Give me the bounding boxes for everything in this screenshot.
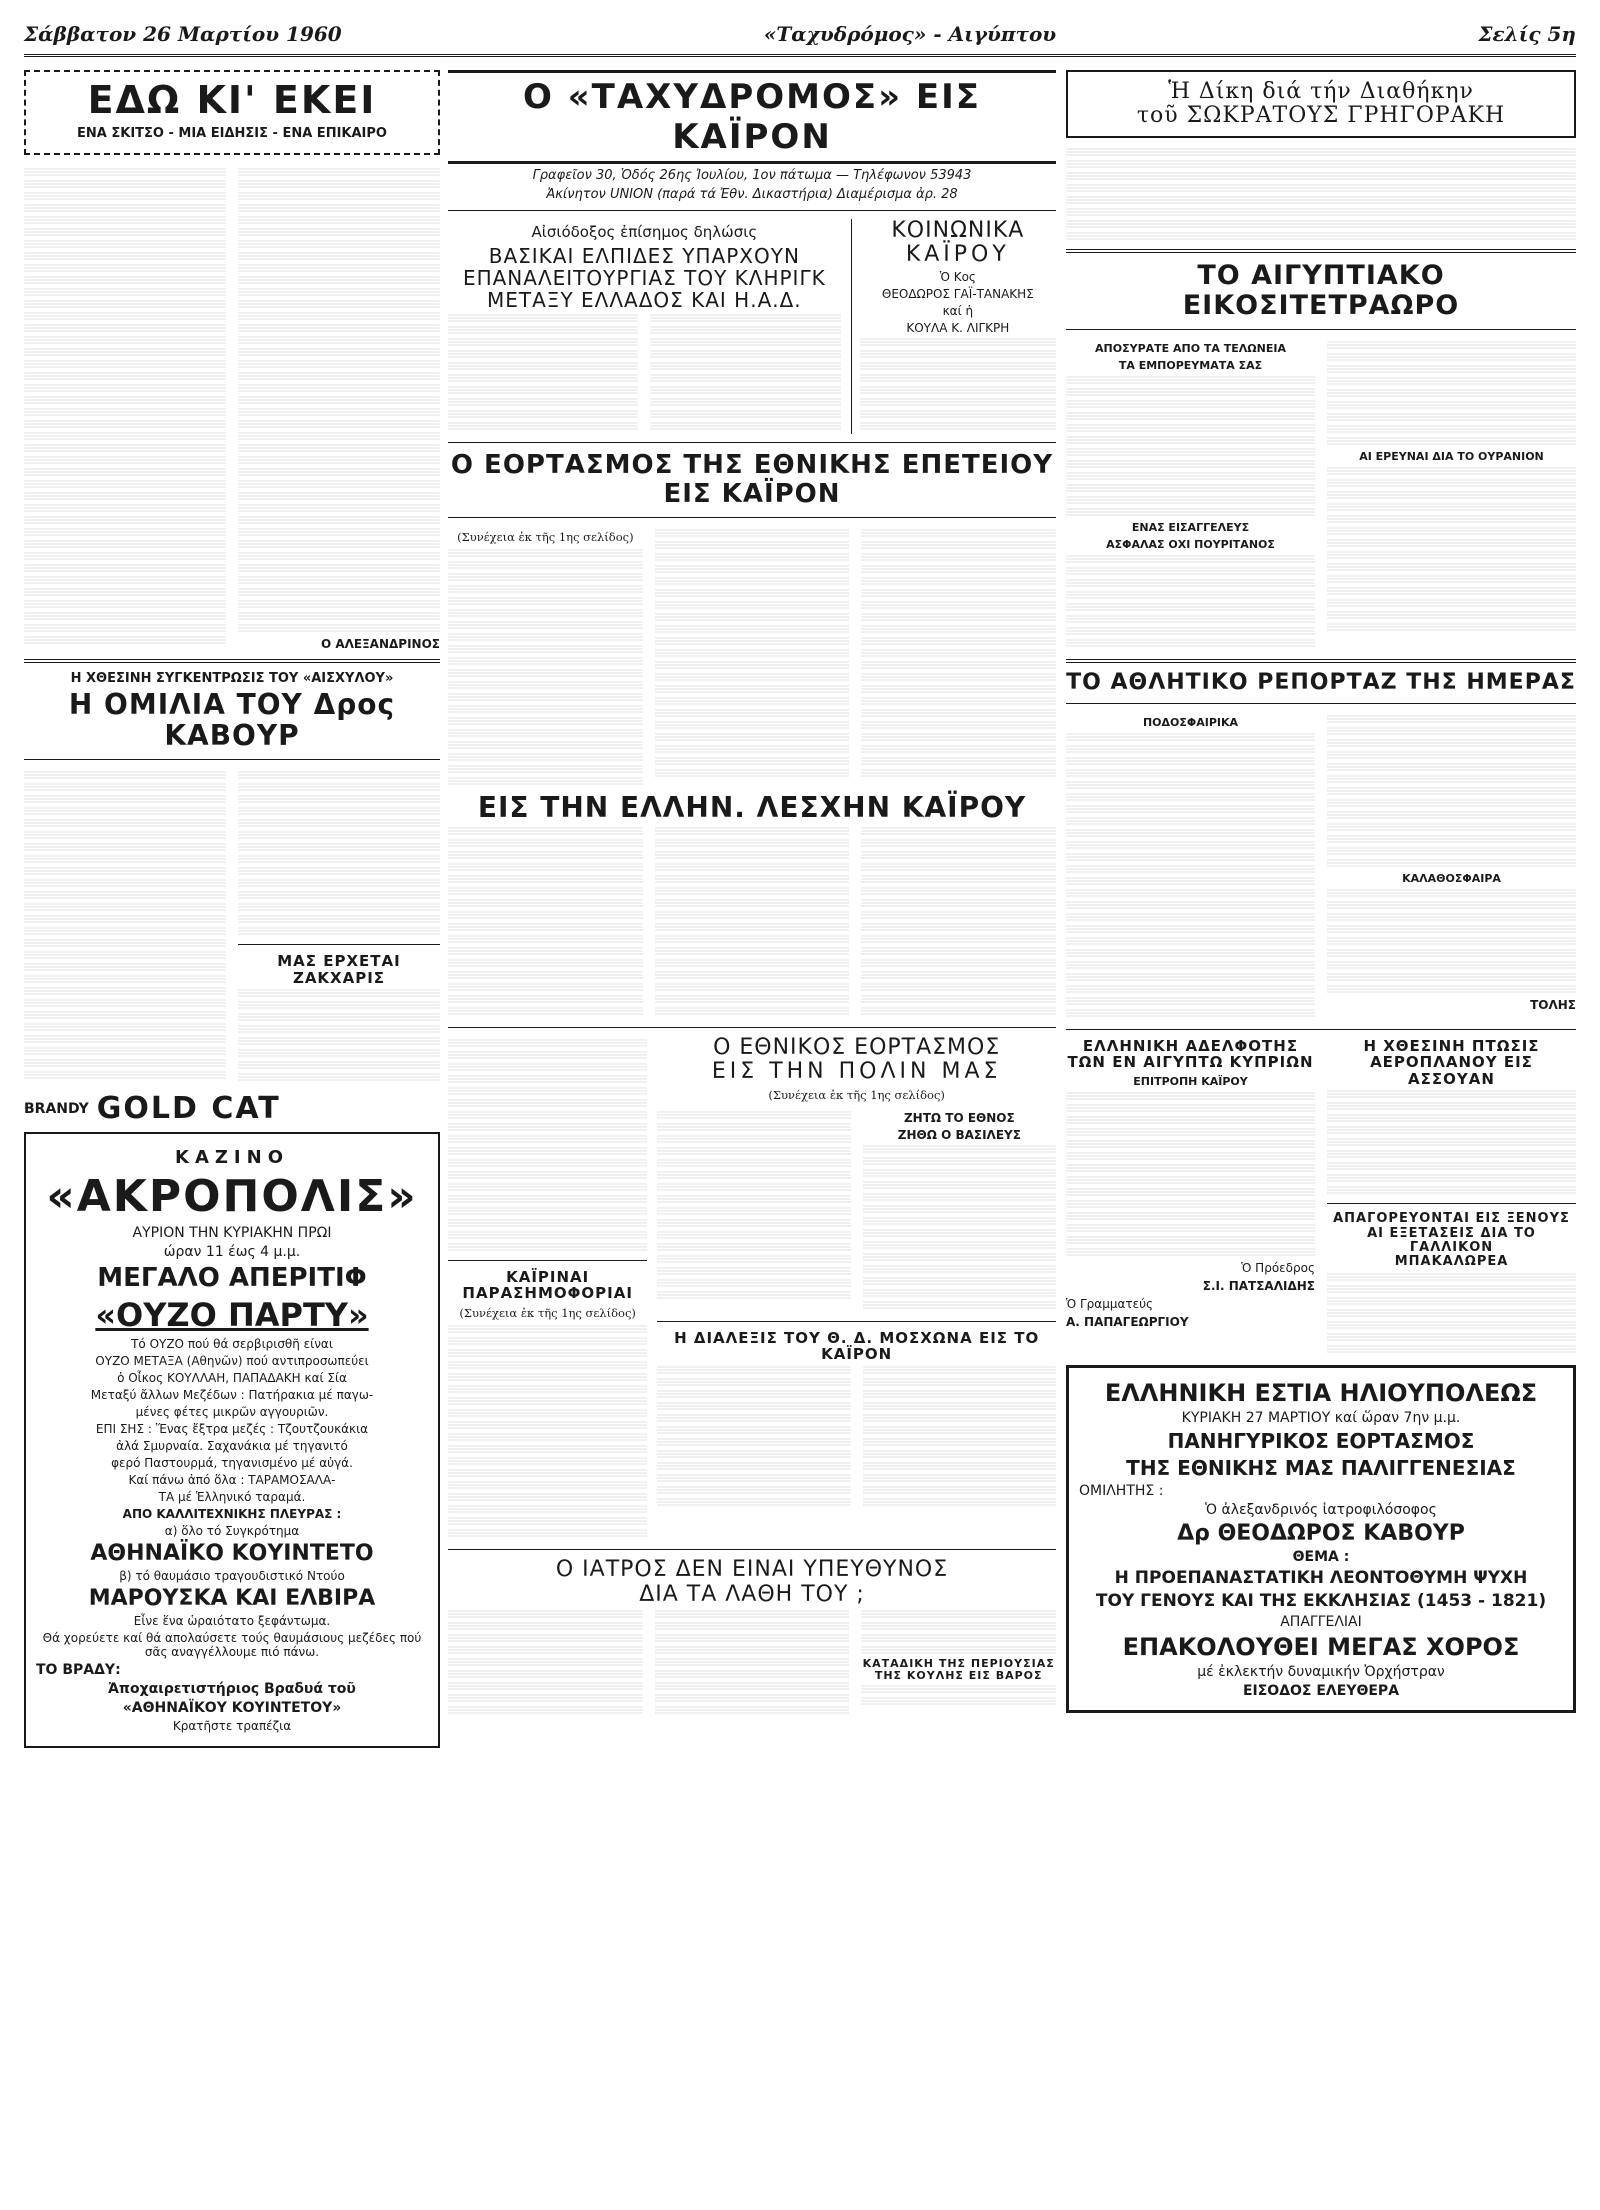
zito-ethnos: ΖΗΤΩ ΤΟ ΕΘΝΟΣ	[903, 1110, 1015, 1125]
diki-section	[1066, 70, 1576, 138]
edo-subtitle: ΕΝΑ ΣΚΙΤΣΟ - ΜΙΑ ΕΙΔΗΣΙΣ - ΕΝΑ ΕΠΙΚΑΙΡΟ	[77, 125, 387, 141]
aigyptiako-body	[1066, 338, 1576, 651]
kypr-sub: ΕΠΙΤΡΟΠΗ ΚΑΪΡΟΥ	[1133, 1074, 1248, 1088]
aig-sub3: ΕΝΑΣ ΕΙΣΑΓΓΕΛΕΥΣ	[1131, 520, 1250, 534]
estia-theme1: Η ΠΡΟΕΠΑΝΑΣΤΑΤΙΚΗ ΛΕΟΝΤΟΘΥΜΗ ΨΥΧΗ	[1114, 1567, 1528, 1588]
ptosi-article	[1327, 1038, 1576, 1357]
masthead-paper: «Ταχυδρόμος» - Αιγύπτου	[763, 22, 1057, 46]
aischylos-title: Η ΟΜΙΛΙΑ ΤΟΥ Δρος ΚΑΒΟΥΡ	[68, 687, 396, 752]
eortasmos-title: Ο ΕΟΡΤΑΣΜΟΣ ΤΗΣ ΕΘΝΙΚΗΣ ΕΠΕΤΕΙΟΥ ΕΙΣ ΚΑΪΡΟΝ	[450, 450, 1054, 509]
diki-title1: Ἡ Δίκη διά τήν Διαθήκην	[1168, 79, 1474, 104]
masthead	[24, 14, 1576, 57]
kypr-sig3: Ὁ Γραμματεύς	[1066, 1296, 1154, 1311]
goldcat-label: GOLD CAT	[96, 1091, 281, 1127]
ad-l12: ΤΑ μέ Ἑλληνικό ταραμά.	[158, 1490, 306, 1505]
brandy-label: BRANDY	[24, 1100, 89, 1117]
office-line2: Ἀκίνητον UNION (παρά τά Ἐθν. Δικαστήρια) Διαμέρισμα ἀρ. 28	[546, 187, 958, 202]
zito-vasileus: ΖΗΘΩ Ο ΒΑΣΙΛΕΥΣ	[897, 1127, 1021, 1142]
lesxi-body	[448, 824, 1056, 1019]
ad-l6: Μεταξύ ἄλλων Μεζέδων : Πατήρακια μέ παγω-	[90, 1388, 374, 1403]
katadiki-title: ΚΑΤΑΔΙΚΗ ΤΗΣ ΠΕΡΙΟΥΣΙΑΣ ΤΗΣ ΚΟΥΛΗΣ ΕΙΣ ΒΑΡΟΣ	[862, 1656, 1055, 1682]
ad-athinaiko: ΑΘΗΝΑΪΚΟ ΚΟΥΙΝΤΕΤΟ	[90, 1541, 374, 1567]
kypr-title1: ΕΛΛΗΝΙΚΗ ΑΔΕΛΦΟΤΗΣ	[1082, 1036, 1299, 1055]
akropolis-ad	[24, 1132, 440, 1748]
ad-megalo: ΜΕΓΑΛΟ ΑΠΕΡΙΤΙΦ	[97, 1263, 367, 1294]
eortasmos-cont: (Συνέχεια ἐκ τῆς 1ης σελίδος)	[457, 529, 634, 544]
apag-title3: ΜΠΑΚΑΛΩΡΕΑ	[1394, 1254, 1509, 1270]
estia-date: ΚΥΡΙΑΚΗ 27 ΜΑΡΤΙΟΥ καί ὥραν 7ην μ.μ.	[1181, 1409, 1461, 1426]
ad-akropolis: «ΑΚΡΟΠΟΛΙΣ»	[46, 1171, 418, 1223]
estia-thema: ΘΕΜΑ :	[1292, 1548, 1350, 1565]
kairinai-cont: (Συνέχεια ἐκ τῆς 1ης σελίδος)	[459, 1305, 636, 1320]
ethnikos-cont: (Συνέχεια ἐκ τῆς 1ης σελίδος)	[768, 1088, 945, 1103]
diki-title2: τοῦ ΣΩΚΡΑΤΟΥΣ ΓΡΗΓΟΡΑΚΗ	[1136, 103, 1506, 129]
mosxona-title: Η ΔΙΑΛΕΞΙΣ ΤΟΥ Θ. Δ. ΜΟΣΧΩΝΑ ΕΙΣ ΤΟ ΚΑΪΡΟΝ	[674, 1328, 1040, 1364]
estia-title: ΕΛΛΗΝΙΚΗ ΕΣΤΙΑ ΗΛΙΟΥΠΟΛΕΩΣ	[1104, 1378, 1538, 1407]
ad-l17: Θά χορεύετε καί θά απολαύσετε τούς θαυμάσιους μεζέδες πού σᾶς αναγγέλλουμε πιό πάνω.	[42, 1631, 422, 1660]
aig-sub5: ΑΙ ΕΡΕΥΝΑΙ ΔΙΑ ΤΟ ΟΥΡΑΝΙΟΝ	[1359, 449, 1544, 463]
ad-l20: Κρατῆστε τραπέζια	[172, 1719, 292, 1734]
aisiodoxos-title2: ΕΠΑΝΑΛΕΙΤΟΥΡΓΙΑΣ ΤΟΥ ΚΛΗΡΙΓΚ	[462, 266, 826, 290]
kypr-sig2: Σ.Ι. ΠΑΤΣΑΛΙΔΗΣ	[1202, 1278, 1315, 1293]
kypr-sig4: Α. ΠΑΠΑΓΕΩΡΓΙΟΥ	[1066, 1314, 1189, 1329]
ad-l13: ΑΠΟ ΚΑΛΛΙΤΕΧΝΙΚΗΣ ΠΛΕΥΡΑΣ :	[122, 1507, 342, 1522]
lesxi-title: ΕΙΣ ΤΗΝ ΕΛΛΗΝ. ΛΕΣΧΗΝ ΚΑΪΡΟΥ	[477, 791, 1027, 825]
edo-section	[24, 70, 440, 155]
aig-sub2: ΤΑ ΕΜΠΟΡΕΥΜΑΤΑ ΣΑΣ	[1118, 358, 1263, 372]
ethnikos-title2: ΕΙΣ ΤΗΝ ΠΟΛΙΝ ΜΑΣ	[711, 1059, 1002, 1085]
koinonika-subtitle: ΚΑΪΡΟΥ	[905, 242, 1010, 268]
estia-pan1: ΠΑΝΗΓΥΡΙΚΟΣ ΕΟΡΤΑΣΜΟΣ	[1167, 1428, 1475, 1453]
koinonika-n2: ΘΕΟΔΩΡΟΣ ΓΑΪ-ΤΑΝΑΚΗΣ	[881, 287, 1034, 302]
ad-marousa: ΜΑΡΟΥΣΚΑ ΚΑΙ ΕΛΒΙΡΑ	[88, 1586, 376, 1612]
column-right	[1066, 70, 1576, 2192]
kypr-title2: ΤΩΝ ΕΝ ΑΙΓΥΠΤΩ ΚΥΠΡΙΩΝ	[1067, 1053, 1314, 1072]
iatros-title2: ΔΙΑ ΤΑ ΛΑΘΗ ΤΟΥ ;	[639, 1581, 865, 1607]
koinonika-article	[851, 219, 1056, 434]
apag-title2: ΑΙ ΕΞΕΤΑΣΕΙΣ ΔΙΑ ΤΟ ΓΑΛΛΙΚΟΝ	[1367, 1225, 1536, 1256]
aigyptiako-title: ΤΟ ΑΙΓΥΠΤΙΑΚΟ ΕΙΚΟΣΙΤΕΤΡΑΩΡΟ	[1182, 260, 1460, 322]
ad-l19: «ΑΘΗΝΑΪΚΟΥ ΚΟΥΙΝΤΕΤΟΥ»	[122, 1700, 342, 1717]
aisiodoxos-title3: ΜΕΤΑΞΥ ΕΛΛΑΔΟΣ ΚΑΙ Η.Α.Δ.	[487, 288, 802, 312]
masthead-date: Σάββατον 26 Μαρτίου 1960	[24, 22, 342, 46]
edo-signature: Ο ΑΛΕΞΑΝΔΡΙΝΟΣ	[320, 636, 440, 651]
kairinai-column	[448, 1036, 647, 1542]
estia-apag: ΑΠΑΓΓΕΛΙΑΙ	[1280, 1613, 1362, 1630]
masthead-page: Σελίς 5η	[1478, 22, 1576, 46]
ethnikos-article	[657, 1036, 1056, 1542]
ptosi-title1: Η ΧΘΕΣΙΝΗ ΠΤΩΣΙΣ	[1363, 1036, 1540, 1055]
koinonika-n1: Ὁ Κος	[939, 270, 976, 285]
ad-l8: ΕΠΙ ΣΗΣ : Ἕνας ἔξτρα μεζές : Τζουτζουκάκια	[95, 1422, 369, 1437]
taxydromos-banner: Ο «ΤΑΧΥΔΡΟΜΟΣ» ΕΙΣ ΚΑΪΡΟΝ	[448, 70, 1056, 164]
column-middle	[448, 70, 1056, 2192]
column-left	[24, 70, 440, 2192]
ad-vrady: ΤΟ ΒΡΑΔΥ:	[36, 1662, 121, 1679]
estia-theme2: ΤΟΥ ΓΕΝΟΥΣ ΚΑΙ ΤΗΣ ΕΚΚΛΗΣΙΑΣ (1453 - 1821)	[1095, 1590, 1547, 1611]
ad-l15: β) τό θαυμάσιο τραγουδιστικό Ντούο	[119, 1569, 345, 1584]
aischylos-subtitle: Η ΧΘΕΣΙΝΗ ΣΥΓΚΕΝΤΡΩΣΙΣ ΤΟΥ «ΑΙΣΧΥΛΟΥ»	[70, 670, 394, 686]
aischylos-body	[24, 768, 440, 1085]
athl-sub1: ΠΟΔΟΣΦΑΙΡΙΚΑ	[1142, 715, 1239, 729]
ad-l11: Καί πάνω ἀπό ὅλα : ΤΑΡΑΜΟΣΑΛΑ-	[128, 1473, 336, 1488]
estia-orch: μέ ἐκλεκτήν δυναμικήν Ὀρχήστραν	[1197, 1663, 1445, 1680]
edo-body	[24, 165, 440, 651]
ethnikos-title1: Ο ΕΘΝΙΚΟΣ ΕΟΡΤΑΣΜΟΣ	[713, 1034, 1001, 1060]
ad-l5: ὁ Οἶκος ΚΟΥΛΛΑΗ, ΠΑΠΑΔΑΚΗ καί Σία	[117, 1371, 347, 1386]
aisiodoxos-title1: ΒΑΣΙΚΑΙ ΕΛΠΙΔΕΣ ΥΠΑΡΧΟΥΝ	[488, 244, 800, 268]
edo-title: ΕΔΩ ΚΙ' ΕΚΕΙ	[87, 78, 377, 122]
koinonika-n3: καί ἡ	[942, 304, 974, 319]
estia-omilitis: ΟΜΙΛΗΤΗΣ :	[1079, 1482, 1164, 1499]
ad-kazino: ΚΑΖΙΝΟ	[175, 1147, 289, 1169]
ad-l14: α) ὅλο τό Συγκρότημα	[164, 1524, 300, 1539]
estia-pan2: ΤΗΣ ΕΘΝΙΚΗΣ ΜΑΣ ΠΑΛΙΓΓΕΝΕΣΙΑΣ	[1126, 1455, 1516, 1480]
ad-l10: φερό Παστουρμά, τηγανισμένο μέ αὐγά.	[111, 1456, 353, 1471]
estia-omilitis-desc: Ὁ ἀλεξανδρινός ἰατροφιλόσοφος	[1205, 1501, 1437, 1518]
ad-line1: ΑΥΡΙΟΝ ΤΗΝ ΚΥΡΙΑΚΗΝ ΠΡΩΙ	[132, 1225, 332, 1242]
iatros-title1: Ο ΙΑΤΡΟΣ ΔΕΝ ΕΙΝΑΙ ΥΠΕΥΘΥΝΟΣ	[555, 1557, 949, 1583]
koinonika-n4: ΚΟΥΛΑ Κ. ΛΙΓΚΡΗ	[906, 321, 1010, 336]
ad-ouzo: «ΟΥΖΟ ΠΑΡΤΥ»	[95, 1296, 369, 1335]
kypr-sig1: Ὁ Πρόεδρος	[1241, 1260, 1315, 1275]
ad-l18: Ἀποχαιρετιστήριος Βραδυά τοῦ	[108, 1681, 356, 1698]
athl-sub2: ΚΑΛΑΘΟΣΦΑΙΡΑ	[1402, 871, 1501, 885]
athlitiko-title: ΤΟ ΑΘΛΗΤΙΚΟ ΡΕΠΟΡΤΑΖ ΤΗΣ ΗΜΕΡΑΣ	[1066, 669, 1576, 695]
office-line1: Γραφεῖον 30, Ὁδός 26ης Ἰουλίου, 1ον πάτωμα — Τηλέφωνον 53943	[532, 168, 972, 183]
athl-signature: ΤΟΛΗΣ	[1530, 997, 1576, 1012]
ad-l16: Εἶνε ἕνα ὡραιότατο ξεφάντωμα.	[133, 1614, 331, 1629]
estia-xoros: ΕΠΑΚΟΛΟΥΘΕΙ ΜΕΓΑΣ ΧΟΡΟΣ	[1122, 1632, 1520, 1661]
zakxaris-title: ΜΑΣ ΕΡΧΕΤΑΙ ΖΑΚΧΑΡΙΣ	[277, 952, 401, 987]
aig-sub1: ΑΠΟΣΥΡΑΤΕ ΑΠΟ ΤΑ ΤΕΛΩΝΕΙΑ	[1095, 341, 1286, 355]
ad-l3: Τό ΟΥΖΟ πού θά σερβιρισθῆ είναι	[131, 1337, 333, 1352]
brandy-ad	[24, 1091, 440, 1126]
ad-l9: ἀλά Σμυρναία. Σαχανάκια μέ τηγανιτό	[116, 1439, 348, 1454]
ptosi-title2: ΑΕΡΟΠΛΑΝΟΥ ΕΙΣ ΑΣΣΟΥΑΝ	[1370, 1053, 1533, 1088]
apag-title1: ΑΠΑΓΟΡΕΥΟΝΤΑΙ ΕΙΣ ΞΕΝΟΥΣ	[1333, 1211, 1570, 1227]
kairinai-title: ΚΑΪΡΙΝΑΙ ΠΑΡΑΣΗΜΟΦΟΡΙΑΙ	[462, 1267, 633, 1303]
aisiodoxos-label: Αἰσιόδοξος ἐπίσημος δηλώσις	[531, 223, 758, 241]
ad-line2: ώραν 11 έως 4 μ.μ.	[163, 1244, 301, 1261]
estia-ad	[1066, 1365, 1576, 1713]
koinonika-title: ΚΟΙΝΩΝΙΚΑ	[891, 218, 1025, 243]
kyprioi-article	[1066, 1038, 1315, 1357]
ad-l7: μένες φέτες μικρῶν αγγουριῶν.	[135, 1405, 329, 1420]
athlitiko-body	[1066, 712, 1576, 1021]
aig-sub4: ΑΣΦΑΛΑΣ ΟΧΙ ΠΟΥΡΙΤΑΝΟΣ	[1106, 537, 1275, 551]
eortasmos-body	[448, 526, 1056, 790]
estia-free: ΕΙΣΟΔΟΣ ΕΛΕΥΘΕΡΑ	[1242, 1682, 1400, 1699]
ad-l4: ΟΥΖΟ ΜΕΤΑΞΑ (Αθηνῶν) πού αντιπροσωπεύει	[95, 1354, 369, 1369]
estia-name: Δρ ΘΕΟΔΩΡΟΣ ΚΑΒΟΥΡ	[1177, 1520, 1465, 1546]
aisiodoxos-article	[448, 219, 841, 434]
